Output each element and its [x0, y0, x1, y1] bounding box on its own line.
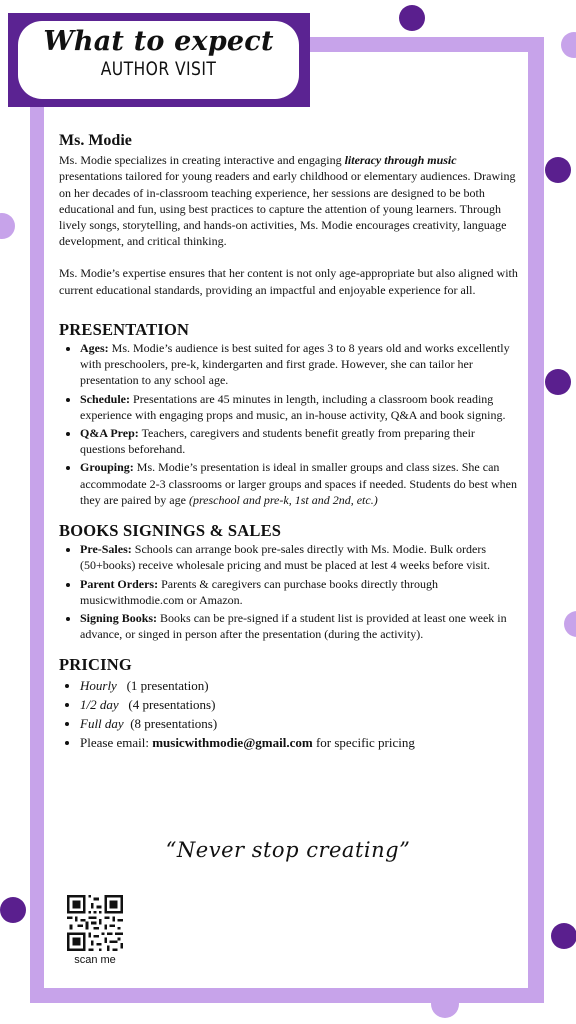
item-label: 1/2 day: [80, 696, 119, 712]
list-item: [80, 610, 521, 642]
main-content: [59, 133, 521, 752]
author-name: Ms. Modie: [59, 132, 132, 149]
qr-caption: scan me: [74, 954, 116, 966]
item-text: (8 presentations): [130, 715, 218, 731]
presentation-heading: PRESENTATION: [59, 319, 190, 339]
list-item: [80, 733, 521, 752]
list-item: [80, 459, 521, 508]
decor-dot-dark: [545, 157, 571, 183]
decor-dot-dark: [0, 897, 26, 923]
list-item: [80, 541, 521, 573]
decor-dot-light: [561, 32, 576, 58]
item-label: Parent Orders:: [80, 576, 159, 591]
intro-paragraph-1: [59, 152, 521, 249]
list-item: [80, 695, 521, 714]
list-item: [80, 425, 521, 457]
item-label: Q&A Prep:: [80, 426, 139, 441]
list-item: [80, 576, 521, 608]
header-pill: [18, 21, 299, 99]
item-label: Grouping:: [80, 460, 134, 475]
item-label: Full day: [80, 715, 124, 731]
item-label: Signing Books:: [80, 611, 158, 626]
list-item: [80, 676, 521, 695]
qr-code-icon[interactable]: [67, 895, 123, 951]
decor-dot-dark: [399, 5, 425, 31]
list-item: [80, 340, 521, 389]
item-text: Schools can arrange book pre-sales directly with Ms. Modie. Bulk orders (50+books) receive wholesale pricing and must be placed at lest 4 weeks before visit.: [80, 542, 490, 573]
pricing-list: [59, 676, 521, 752]
item-text: Teachers, caregivers and students benefit greatly from preparing their questions beforehand.: [80, 426, 475, 457]
intro-paragraph-2: Ms. Modie’s expertise ensures that her content is not only age-appropriate but also aligned with current educational standards, providing an impactful and enjoyable experience for all.: [59, 266, 518, 297]
item-text: Ms. Modie’s audience is best suited for ages 3 to 8 years old and works excellently with preschoolers, pre-k, kindergarten and first grade. However, she can tailor her presentation to any school age.: [80, 341, 510, 388]
intro-text: presentations tailored for young readers and early childhood or elementary audiences. Drawing on her decades of in-classroom teaching experience, her sessions are designed to be both educational and fun, using best practices to capture the attention of young learners. Through lively songs, storytelling, and hands-on activities, Ms. Modie encourages creativity, language development, and critical thinking.: [59, 169, 516, 249]
item-text: Ms. Modie’s presentation is ideal in smaller groups and class sizes. She can accommodate 2-3 classrooms or larger groups and spaces if needed. Students do best when they are paired by age: [80, 460, 517, 507]
item-text: Books can be pre-signed if a student list is provided at least one week in advance, or singed in person after the presentation (during the activity).: [80, 611, 507, 642]
intro-emphasis: literacy through music: [344, 153, 457, 168]
item-label: Ages:: [80, 341, 109, 356]
item-text: (4 presentations): [128, 696, 216, 712]
email-address: musicwithmodie@gmail.com: [152, 734, 313, 750]
decor-dot-light: [0, 213, 15, 239]
page-title: What to expect: [43, 26, 274, 57]
presentation-list: [59, 340, 521, 508]
item-text: Please email:: [80, 734, 153, 750]
item-text: (1 presentation): [126, 677, 209, 693]
books-heading: BOOKS SIGNINGS & SALES: [59, 521, 282, 541]
intro-text: Ms. Modie specializes in creating interactive and engaging: [59, 153, 345, 168]
decor-dot-light: [564, 611, 576, 637]
pricing-heading: PRICING: [59, 655, 132, 675]
item-label: Schedule:: [80, 391, 131, 406]
item-label: Pre-Sales:: [80, 542, 132, 557]
decor-dot-dark: [551, 923, 576, 949]
item-text: for specific pricing: [312, 734, 415, 750]
list-item: [80, 714, 521, 733]
item-emphasis: (preschool and pre-k, 1st and 2nd, etc.): [188, 492, 378, 507]
item-text: Presentations are 45 minutes in length, including a classroom book reading experience with engaging props and music, an in-house activity, Q&A and book signing.: [80, 391, 506, 422]
decor-dot-dark: [545, 369, 571, 395]
books-list: [59, 541, 521, 642]
item-text: Parents & caregivers can purchase books directly through musicwithmodie.com or Amazon.: [80, 576, 439, 607]
list-item: [80, 391, 521, 423]
motto-quote: “Never stop creating”: [165, 838, 411, 862]
item-label: Hourly: [80, 677, 117, 693]
page-subtitle: AUTHOR VISIT: [100, 58, 217, 80]
